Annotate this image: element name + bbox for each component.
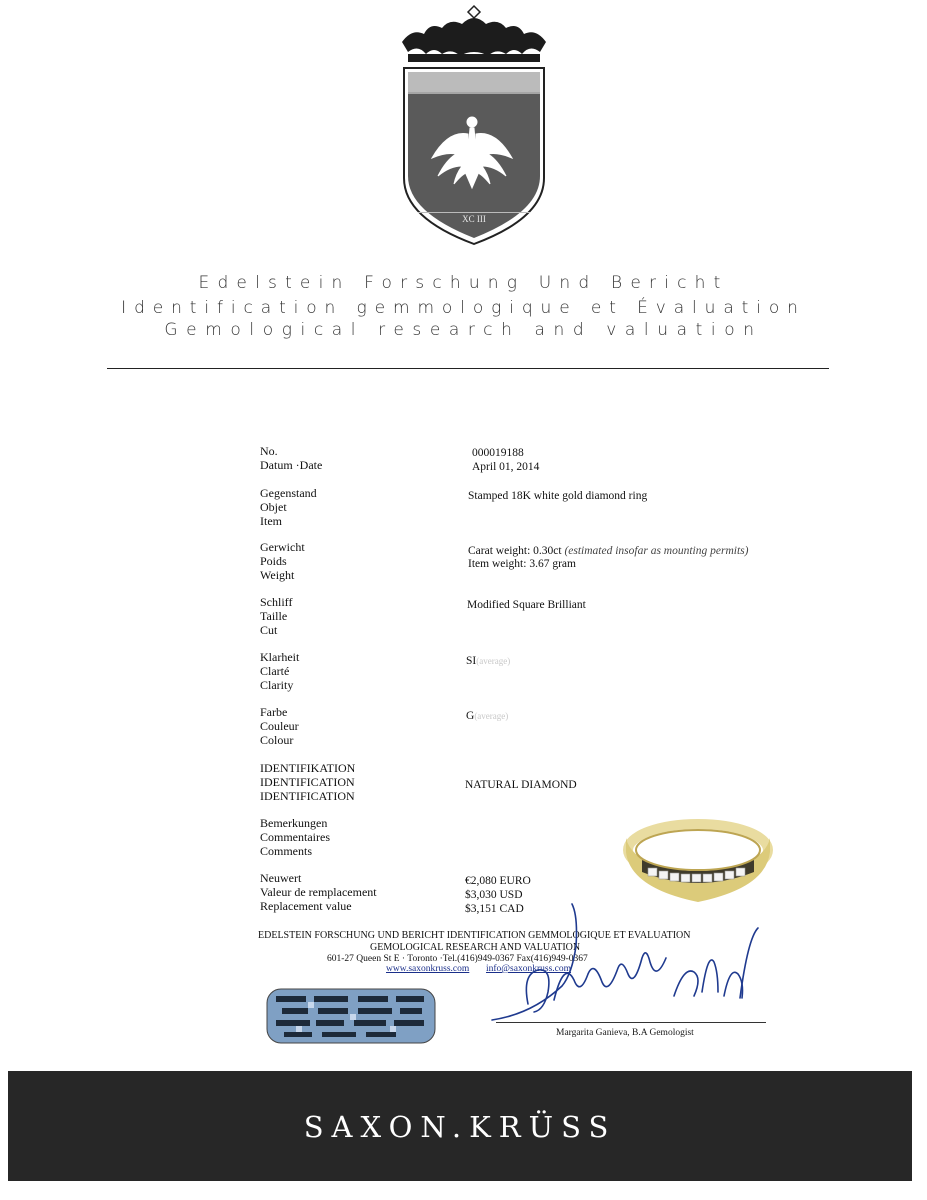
label-replacement-fr: Valeur de remplacement [260, 885, 377, 899]
label-colour-fr: Couleur [260, 719, 299, 733]
title-english: Gemological research and valuation [164, 320, 763, 340]
label-clarity-de: Klarheit [260, 650, 300, 664]
label-weight-de: Gerwicht [260, 540, 305, 554]
label-comments-fr: Commentaires [260, 830, 330, 844]
label-clarity-fr: Clarté [260, 664, 290, 678]
clarity-note: (average) [476, 656, 511, 666]
clarity-value [466, 654, 510, 668]
gemologist-signature [488, 900, 778, 1030]
hologram-sticker [266, 988, 436, 1044]
label-date: Datum ·Date [260, 458, 323, 472]
label-identification-de: IDENTIFIKATION [260, 761, 356, 775]
label-clarity-en: Clarity [260, 678, 294, 692]
signature-line [496, 1022, 766, 1023]
label-replacement-en: Replacement value [260, 899, 352, 913]
title-french: Identification gemmologique et Évaluation [121, 298, 806, 318]
value-eur: €2,080 EURO [465, 875, 531, 887]
certificate-date: April 01, 2014 [472, 461, 540, 473]
header-divider [107, 368, 829, 369]
label-item-fr: Objet [260, 500, 287, 514]
ring-photo [612, 810, 782, 910]
label-weight-en: Weight [260, 568, 295, 582]
website-link[interactable]: www.saxonkruss.com [386, 964, 470, 974]
value-usd: $3,030 USD [465, 889, 523, 901]
label-identification-fr: IDENTIFICATION [260, 775, 355, 789]
clarity-grade: SI [466, 655, 477, 667]
label-comments-de: Bemerkungen [260, 816, 328, 830]
footer-company-line: EDELSTEIN FORSCHUNG UND BERICHT IDENTIFICATION GEMMOLOGIQUE ET EVALUATION [258, 930, 691, 941]
brand-name: SAXON.KRÜSS [303, 1110, 617, 1144]
label-identification-en: IDENTIFICATION [260, 789, 355, 803]
certificate-number: 000019188 [472, 447, 524, 459]
colour-note: (average) [474, 711, 509, 721]
item-value: Stamped 18K white gold diamond ring [468, 490, 648, 502]
email-link[interactable]: info@saxonkruss.com [486, 964, 572, 974]
colour-value [466, 709, 508, 723]
footer-tagline: GEMOLOGICAL RESEARCH AND VALUATION [370, 942, 581, 953]
signatory-name: Margarita Ganieva, B.A Gemologist [556, 1028, 694, 1038]
label-colour-de: Farbe [260, 705, 288, 719]
label-no: No. [260, 444, 278, 458]
label-cut-en: Cut [260, 623, 278, 637]
identification-value: NATURAL DIAMOND [465, 779, 577, 791]
carat-weight-note: (estimated insofar as mounting permits) [564, 545, 749, 557]
label-cut-fr: Taille [260, 609, 288, 623]
crest-logo [398, 4, 550, 246]
label-colour-en: Colour [260, 733, 294, 747]
crest-motto: XC III [462, 214, 486, 224]
cut-value: Modified Square Brilliant [467, 599, 586, 611]
item-weight-value: Item weight: 3.67 gram [468, 558, 576, 570]
label-item-de: Gegenstand [260, 486, 317, 500]
carat-weight: Carat weight: 0.30ct [468, 545, 562, 557]
label-comments-en: Comments [260, 844, 313, 858]
label-item-en: Item [260, 514, 282, 528]
colour-grade: G [466, 710, 475, 722]
footer-address: 601-27 Queen St E · Toronto ·Tel.(416)949-0367 Fax(416)949-0367 [327, 954, 588, 964]
carat-weight-value [468, 544, 748, 558]
title-german: Edelstein Forschung Und Bericht [198, 273, 729, 293]
label-weight-fr: Poids [260, 554, 287, 568]
value-cad: $3,151 CAD [465, 903, 524, 915]
label-replacement-de: Neuwert [260, 871, 302, 885]
label-cut-de: Schliff [260, 595, 293, 609]
